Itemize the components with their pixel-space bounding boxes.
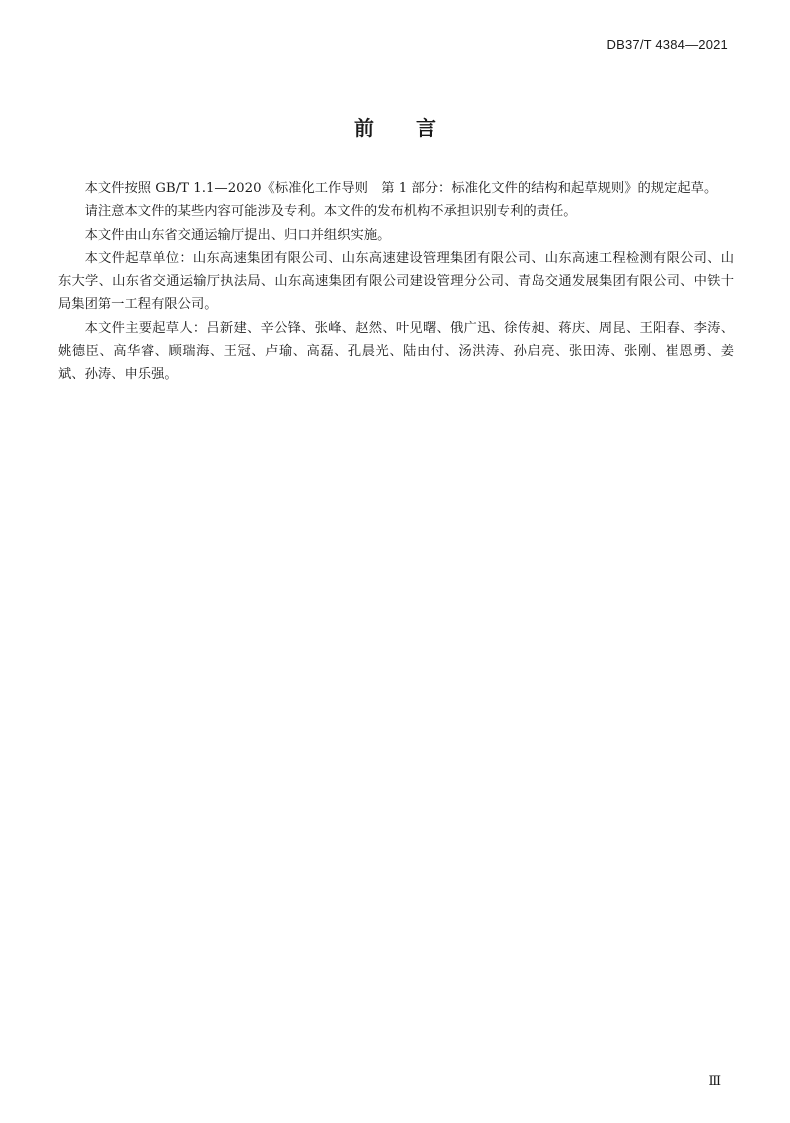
paragraph-drafting-units: 本文件起草单位：山东高速集团有限公司、山东高速建设管理集团有限公司、山东高速工程检测有限公司、山东大学、山东省交通运输厅执法局、山东高速集团有限公司建设管理分公司、青岛交通发展集团有限公司、中铁十局集团第一工程有限公司。 (58, 250, 734, 313)
paragraph-proposer: 本文件由山东省交通运输厅提出、归口并组织实施。 (84, 227, 391, 243)
page-number: Ⅲ (708, 1074, 721, 1089)
page-title (0, 112, 790, 141)
paragraph-drafting-rules: 本文件按照 GB/T 1.1—2020《标准化工作导则 第 1 部分：标准化文件的结构和起草规则》的规定起草。 (84, 181, 718, 196)
paragraph-drafters: 本文件主要起草人：吕新建、辛公锋、张峰、赵然、叶见曙、俄广迅、徐传昶、蒋庆、周昆、王阳春、李涛、姚德臣、高华睿、顾瑞海、王冠、卢瑜、高磊、孔晨光、陆由付、汤洪涛、孙启亮、张田涛、张刚、崔恩勇、姜斌、孙涛、申乐强。 (58, 320, 734, 383)
foreword-body (58, 177, 734, 387)
paragraph-patent-notice: 请注意本文件的某些内容可能涉及专利。本文件的发布机构不承担识别专利的责任。 (84, 204, 577, 220)
title-char-1: 前 (354, 116, 374, 140)
document-code: DB37/T 4384—2021 (606, 37, 728, 52)
title-char-2: 言 (416, 116, 436, 140)
